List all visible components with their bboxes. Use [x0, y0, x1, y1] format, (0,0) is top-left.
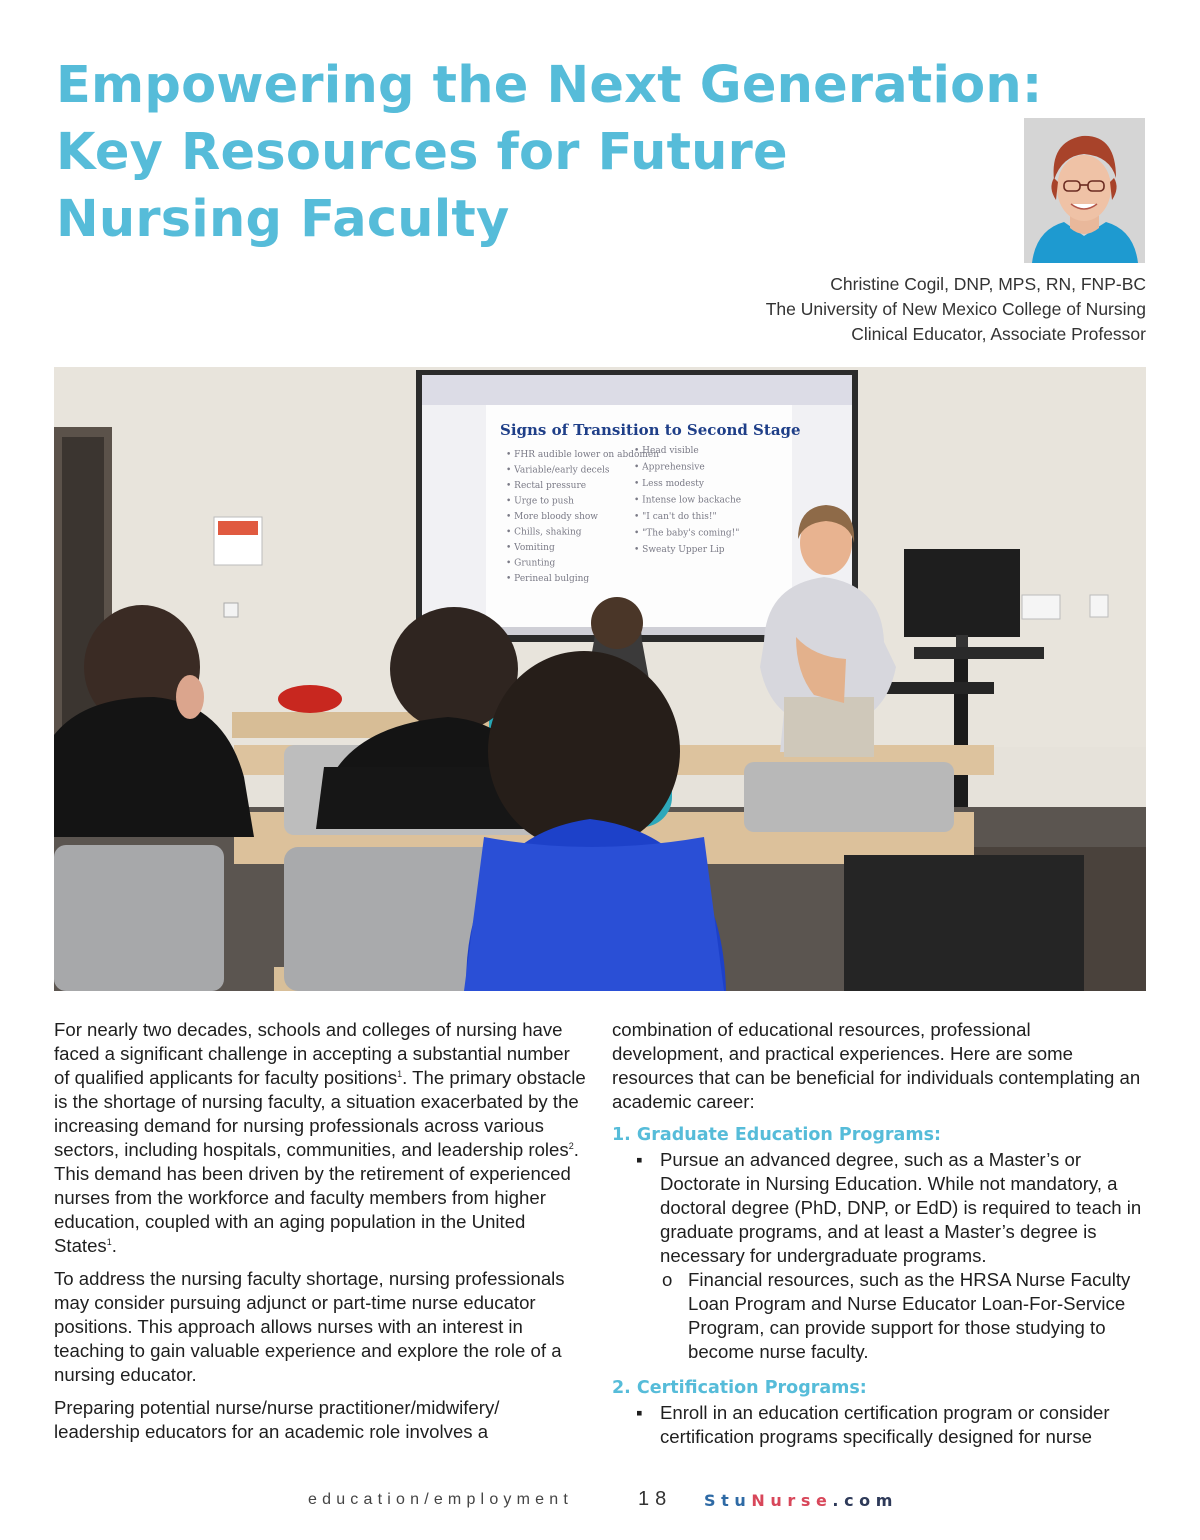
slide-bullet: • Intense low backache — [634, 495, 742, 506]
slide-bullet: • "The baby's coming!" — [634, 528, 740, 539]
slide-bullet: • Sweaty Upper Lip — [634, 545, 725, 555]
slide-bullet: • Less modesty — [634, 479, 704, 489]
paragraph-3: Preparing potential nurse/nurse practitioner/midwifery/ leadership educators for an academic role involves a — [54, 1397, 500, 1442]
left-column — [54, 1018, 586, 1453]
p1-text-d: . — [111, 1235, 117, 1256]
author-affiliation: The University of New Mexico College of Nursing — [765, 299, 1146, 319]
classroom-photo — [54, 367, 1146, 991]
p1-text-b: . The primary obstacle is the shortage of nursing faculty, a situation exacerbated by the increasing demand for nursing professionals across various sectors, including hospitals, communities, and leadership roles — [54, 1067, 586, 1160]
paragraph-1 — [54, 1018, 586, 1258]
author-byline — [766, 272, 1146, 347]
slide-bullet: • More bloody show — [506, 512, 599, 522]
bullet-certification — [612, 1401, 1144, 1449]
slide-bullet: • Head visible — [634, 446, 699, 456]
footnote-ref-2: 2 — [568, 1140, 574, 1151]
slide-bullet: • Chills, shaking — [506, 527, 582, 538]
classroom-scene — [54, 367, 1146, 991]
author-name: Christine Cogil, DNP, MPS, RN, FNP-BC — [830, 274, 1146, 294]
footer-section: education/employment — [308, 1491, 573, 1508]
title-line-3: Nursing Faculty — [56, 190, 510, 249]
bullet-certification-text: Enroll in an education certification program or consider certification programs specifically designed for nurse — [660, 1402, 1110, 1447]
footnote-ref-3: 1 — [106, 1236, 112, 1247]
title-line-2: Key Resources for Future — [56, 123, 788, 182]
bullet-square-icon: ▪ — [636, 1402, 643, 1423]
author-headshot — [1024, 118, 1145, 263]
slide-bullet: • Grunting — [506, 558, 556, 569]
footnote-ref-1: 1 — [397, 1068, 403, 1079]
slide-bullet: • Apprehensive — [634, 462, 705, 473]
paragraph-2: To address the nursing faculty shortage, nursing professionals may consider pursuing adjunct or part-time nurse educator positions. This approach allows nurses with an interest in teaching to gain valuable experience and explore the role of a nursing educator. — [54, 1268, 565, 1385]
bullet-square-icon: ▪ — [636, 1149, 643, 1170]
slide-bullet: • Urge to push — [506, 496, 574, 507]
footer-brand — [704, 1491, 898, 1510]
brand-nurse: Nurse — [751, 1491, 833, 1510]
slide-bullet: • FHR audible lower on abdomen — [506, 450, 660, 460]
page-footer — [0, 1488, 1200, 1514]
subbullet-circle-icon: o — [662, 1269, 673, 1290]
section-heading-graduate: 1. Graduate Education Programs: — [612, 1125, 941, 1145]
slide-bullet: • Variable/early decels — [506, 465, 610, 476]
article-title — [56, 52, 1076, 253]
brand-com: .com — [832, 1491, 899, 1510]
bullet-graduate — [612, 1148, 1144, 1268]
slide-title: Signs of Transition to Second Stage — [500, 421, 801, 439]
subbullet-financial — [612, 1268, 1144, 1364]
author-position: Clinical Educator, Associate Professor — [851, 324, 1146, 344]
slide-bullet: • Perineal bulging — [506, 574, 590, 584]
right-column — [612, 1018, 1144, 1449]
brand-stu: Stu — [704, 1491, 752, 1510]
p1-text-a: For nearly two decades, schools and colleges of nursing have faced a significant challenge in accepting a substantial number of qualified applicants for faculty positions — [54, 1019, 570, 1088]
bullet-graduate-text: Pursue an advanced degree, such as a Master’s or Doctorate in Nursing Education. While not mandatory, a doctoral degree (PhD, DNP, or EdD) is required to teach in graduate programs, and at least a Master’s degree is necessary for undergraduate programs. — [660, 1149, 1142, 1266]
slide-bullet: • Rectal pressure — [506, 481, 587, 491]
right-intro: combination of educational resources, professional development, and practical experiences. Here are some resources that can be beneficial for individuals contemplating an academic career: — [612, 1019, 1141, 1112]
section-heading-certification: 2. Certification Programs: — [612, 1378, 867, 1398]
author-headshot-illustration — [1024, 118, 1145, 263]
slide-bullet: • "I can't do this!" — [634, 512, 717, 522]
title-line-1: Empowering the Next Generation: — [56, 56, 1043, 115]
slide-bullet: • Vomiting — [506, 543, 555, 553]
p1-text-c: . This demand has been driven by the retirement of experienced nurses from the workforce and faculty members from higher education, coupled with an aging population in the United States — [54, 1139, 579, 1256]
subbullet-financial-text: Financial resources, such as the HRSA Nurse Faculty Loan Program and Nurse Educator Loan-For-Service Program, can provide support for those studying to become nurse faculty. — [688, 1269, 1131, 1362]
page-number: 18 — [638, 1488, 673, 1510]
